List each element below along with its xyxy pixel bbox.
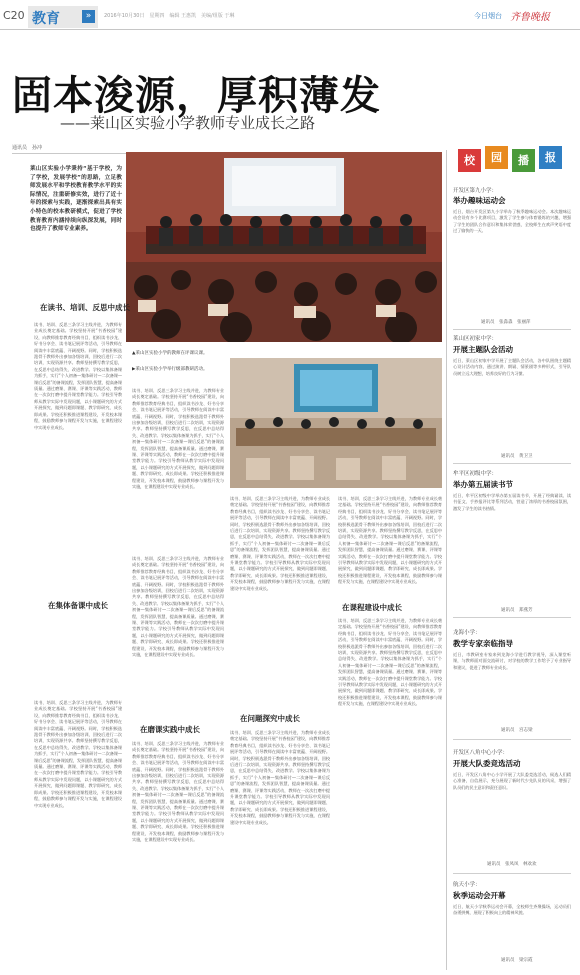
news-item-4-headline: 教学专家亲临指导	[453, 639, 513, 648]
page-number: C20	[3, 9, 25, 22]
tile-bo: 播	[512, 149, 535, 172]
news-item-4-school: 龙海小学：	[453, 630, 481, 636]
section-heading-reading: 在读书、培训、反思中成长	[40, 303, 130, 312]
body-text-col2b: 读书、培训、反思三条学习主线并进，为教师专业成长奠定基础。学校坚持开展“书香校园”建设，向教师推荐教育经典书目，组织读书沙龙、好书分享会、读书笔记展评等活动，引导教师在阅读中丰富底蕴、开阔视野。同时，学校积极选派骨干教师外出参加各级培训，回校后进行二次培训，实现资源共享。教师坚持撰写教学反思，在反思中总结得失、改进教学。学校以集体备课为抓手，实行“个人初备—集体研讨—二次备课—课后反思”的备课流程，发挥团队智慧，提高备课质量。通过磨课、赛课、评课等实践活动，教师在一次次打磨中提升课堂教学能力。学校引导教师从教学实际中发现问题，以小课题研究的方式开展探究，做到问题即课题、教学即研究、成长即成果。学校还积极推进课程建设，开发校本课程，鼓励教师参与课程开发与实施，在课程建设中实现专业成长。	[132, 556, 224, 658]
news-separator-2	[453, 463, 571, 464]
news-item-2-headline: 开展主题队会活动	[453, 345, 513, 354]
article-subtitle: ——莱山区实验小学教师专业成长之路	[60, 114, 316, 132]
article-title: 固本浚源，厚积薄发	[12, 72, 381, 119]
tile-yuan: 园	[485, 146, 508, 169]
section-arrow-icon: »	[82, 10, 95, 23]
news-item-5-text: 近日，开发区八角中心小学开展了大队委竞选活动，候选人们精心准备，自信展示，充分展现了新时代少先队员的风采，增强了队员们的民主意识和责任意识。	[453, 772, 571, 790]
photo-caption-1: ▲莱山区实验小学的教师在评课议课。	[132, 351, 208, 356]
section-banner	[28, 6, 98, 28]
news-separator-1	[453, 329, 571, 330]
tile-xiao: 校	[458, 149, 481, 172]
issue-meta: 2016年10月30日 星期四 编辑 王惠凯 美编/组版 于琳	[104, 13, 235, 19]
news-item-5-school: 开发区八角中心小学：	[453, 750, 509, 756]
news-item-4-byline: 通讯员 宫志梁	[501, 728, 533, 733]
section-heading-curriculum: 在课程建设中成长	[342, 603, 402, 612]
news-separator-5	[453, 873, 571, 874]
news-item-4-text: 近日，市教研室专家来到龙海小学进行教学视导，深入课堂听课，与教师面对面交流研讨，对学校的教学工作给予了专业指导和建议，促进了教师专业成长。	[453, 652, 571, 670]
news-item-5-headline: 开展大队委竞选活动	[453, 759, 521, 768]
body-text-col1b: 读书、培训、反思三条学习主线并进，为教师专业成长奠定基础。学校坚持开展“书香校园”建设，向教师推荐教育经典书目，组织读书沙龙、好书分享会、读书笔记展评等活动，引导教师在阅读中丰富底蕴、开阔视野。同时，学校积极选派骨干教师外出参加各级培训，回校后进行二次培训，实现资源共享。教师坚持撰写教学反思，在反思中总结得失、改进教学。学校以集体备课为抓手，实行“个人初备—集体研讨—二次备课—课后反思”的备课流程，发挥团队智慧，提高备课质量。通过磨课、赛课、评课等实践活动，教师在一次次打磨中提升课堂教学能力。学校引导教师从教学实际中发现问题，以小课题研究的方式开展探究，做到问题即课题、教学即研究、成长即成果。学校还积极推进课程建设，开发校本课程，鼓励教师参与课程开发与实施，在课程建设中实现专业成长。	[34, 700, 122, 808]
news-item-3-text: 近日，牟平区初级中学举办第五届读书节，开展了经典诵读、读书征文、手抄报评比等系列活动，营造了浓厚的书香校园氛围，激发了学生的读书热情。	[453, 493, 571, 511]
body-text-col4b: 读书、培训、反思三条学习主线并进，为教师专业成长奠定基础。学校坚持开展“书香校园”建设，向教师推荐教育经典书目，组织读书沙龙、好书分享会、读书笔记展评等活动，引导教师在阅读中丰富底蕴、开阔视野。同时，学校积极选派骨干教师外出参加各级培训，回校后进行二次培训，实现资源共享。教师坚持撰写教学反思，在反思中总结得失、改进教学。学校以集体备课为抓手，实行“个人初备—集体研讨—二次备课—课后反思”的备课流程，发挥团队智慧，提高备课质量。通过磨课、赛课、评课等实践活动，教师在一次次打磨中提升课堂教学能力。学校引导教师从教学实际中发现问题，以小课题研究的方式开展探究，做到问题即课题、教学即研究、成长即成果。学校还积极推进课程建设，开发校本课程，鼓励教师参与课程开发与实施，在课程建设中实现专业成长。	[338, 618, 442, 707]
news-item-3-school: 牟平区初级中学：	[453, 471, 498, 477]
body-text-col2c: 读书、培训、反思三条学习主线并进，为教师专业成长奠定基础。学校坚持开展“书香校园”建设，向教师推荐教育经典书目，组织读书沙龙、好书分享会、读书笔记展评等活动，引导教师在阅读中丰富底蕴、开阔视野。同时，学校积极选派骨干教师外出参加各级培训，回校后进行二次培训，实现资源共享。教师坚持撰写教学反思，在反思中总结得失、改进教学。学校以集体备课为抓手，实行“个人初备—集体研讨—二次备课—课后反思”的备课流程，发挥团队智慧，提高备课质量。通过磨课、赛课、评课等实践活动，教师在一次次打磨中提升课堂教学能力。学校引导教师从教学实际中发现问题，以小课题研究的方式开展探究，做到问题即课题、教学即研究、成长即成果。学校还积极推进课程建设，开发校本课程，鼓励教师参与课程开发与实施，在课程建设中实现专业成长。	[132, 741, 224, 843]
article-lead: 莱山区实验小学秉持“基于学校，为了学校，发展学校”的思路，立足教师发展水平和学校教育教学水平的实际情况，注重研修实效，进行了近十年的探索与实践，逐渐探索出具有实小特色的校本教研模式，促进了学校教育教育内涵持续向纵深发展，同时也提升了教师专业素养。	[30, 166, 122, 233]
news-item-3-byline: 通讯员 郑燕芳	[501, 608, 533, 613]
news-separator-4	[453, 739, 571, 740]
body-text-col3a: 读书、培训、反思三条学习主线并进，为教师专业成长奠定基础。学校坚持开展“书香校园”建设，向教师推荐教育经典书目，组织读书沙龙、好书分享会、读书笔记展评等活动，引导教师在阅读中丰富底蕴、开阔视野。同时，学校积极选派骨干教师外出参加各级培训，回校后进行二次培训，实现资源共享。教师坚持撰写教学反思，在反思中总结得失、改进教学。学校以集体备课为抓手，实行“个人初备—集体研讨—二次备课—课后反思”的备课流程，发挥团队智慧，提高备课质量。通过磨课、赛课、评课等实践活动，教师在一次次打磨中提升课堂教学能力。学校引导教师从教学实际中发现问题，以小课题研究的方式开展探究，做到问题即课题、教学即研究、成长即成果。学校还积极推进课程建设，开发校本课程，鼓励教师参与课程开发与实施，在课程建设中实现专业成长。	[230, 496, 330, 591]
news-item-6-text: 近日，航天小学秋季运动会开幕，全校师生齐聚操场，运动员们奋勇拼搏，展现了积极向上的精神风貌。	[453, 904, 571, 916]
article-photo-main	[126, 152, 442, 342]
news-separator-3	[453, 617, 571, 618]
article-photo-secondary	[230, 358, 442, 488]
photo-caption-2: ▶莱山区实验小学举行级部教研活动。	[132, 367, 208, 372]
news-item-5-byline: 通讯员 张凤凤 林欢欢	[487, 862, 537, 867]
today-label: 今日烟台	[474, 12, 502, 20]
body-text-col4a: 读书、培训、反思三条学习主线并进，为教师专业成长奠定基础。学校坚持开展“书香校园”建设，向教师推荐教育经典书目，组织读书沙龙、好书分享会、读书笔记展评等活动，引导教师在阅读中丰富底蕴、开阔视野。同时，学校积极选派骨干教师外出参加各级培训，回校后进行二次培训，实现资源共享。教师坚持撰写教学反思，在反思中总结得失、改进教学。学校以集体备课为抓手，实行“个人初备—集体研讨—二次备课—课后反思”的备课流程，发挥团队智慧，提高备课质量。通过磨课、赛课、评课等实践活动，教师在一次次打磨中提升课堂教学能力。学校引导教师从教学实际中发现问题，以小课题研究的方式开展探究，做到问题即课题、教学即研究、成长即成果。学校还积极推进课程建设，开发校本课程，鼓励教师参与课程开发与实施，在课程建设中实现专业成长。	[338, 496, 442, 585]
news-item-1-byline: 通讯员 张淼淼 张丽萍	[481, 320, 531, 325]
news-item-6-school: 航天小学：	[453, 882, 481, 888]
sidebar-divider	[446, 150, 447, 970]
newspaper-brand: 齐鲁晚报	[510, 12, 550, 23]
body-text-col2a: 读书、培训、反思三条学习主线并进，为教师专业成长奠定基础。学校坚持开展“书香校园”建设，向教师推荐教育经典书目，组织读书沙龙、好书分享会、读书笔记展评等活动，引导教师在阅读中丰富底蕴、开阔视野。同时，学校积极选派骨干教师外出参加各级培训，回校后进行二次培训，实现资源共享。教师坚持撰写教学反思，在反思中总结得失、改进教学。学校以集体备课为抓手，实行“个人初备—集体研讨—二次备课—课后反思”的备课流程，发挥团队智慧，提高备课质量。通过磨课、赛课、评课等实践活动，教师在一次次打磨中提升课堂教学能力。学校引导教师从教学实际中发现问题，以小课题研究的方式开展探究，做到问题即课题、教学即研究、成长即成果。学校还积极推进课程建设，开发校本课程，鼓励教师参与课程开发与实施，在课程建设中实现专业成长。	[132, 388, 224, 490]
page-header	[0, 0, 580, 30]
campus-news-sidebar	[451, 143, 574, 971]
news-item-2-text: 近日，莱山区初家中学开展了主题队会活动，各中队围绕主题精心设计活动内容，通过演讲、朗诵、情景剧等多种形式，引导队员树立远大理想，培养良好的行为习惯。	[453, 358, 571, 376]
body-text-col1a: 读书、培训、反思三条学习主线并进，为教师专业成长奠定基础。学校坚持开展“书香校园”建设，向教师推荐教育经典书目，组织读书沙龙、好书分享会、读书笔记展评等活动，引导教师在阅读中丰富底蕴、开阔视野。同时，学校积极选派骨干教师外出参加各级培训，回校后进行二次培训，实现资源共享。教师坚持撰写教学反思，在反思中总结得失、改进教学。学校以集体备课为抓手，实行“个人初备—集体研讨—二次备课—课后反思”的备课流程，发挥团队智慧，提高备课质量。通过磨课、赛课、评课等实践活动，教师在一次次打磨中提升课堂教学能力。学校引导教师从教学实际中发现问题，以小课题研究的方式开展探究，做到问题即课题、教学即研究、成长即成果。学校还积极推进课程建设，开发校本课程，鼓励教师参与课程开发与实施，在课程建设中实现专业成长。	[34, 322, 122, 430]
news-item-3-headline: 举办第五届读书节	[453, 480, 513, 489]
news-item-2-school: 莱山区初家中学：	[453, 336, 498, 342]
section-heading-practice: 在磨课实践中成长	[140, 725, 200, 734]
body-text-col3b: 读书、培训、反思三条学习主线并进，为教师专业成长奠定基础。学校坚持开展“书香校园”建设，向教师推荐教育经典书目，组织读书沙龙、好书分享会、读书笔记展评等活动，引导教师在阅读中丰富底蕴、开阔视野。同时，学校积极选派骨干教师外出参加各级培训，回校后进行二次培训，实现资源共享。教师坚持撰写教学反思，在反思中总结得失、改进教学。学校以集体备课为抓手，实行“个人初备—集体研讨—二次备课—课后反思”的备课流程，发挥团队智慧，提高备课质量。通过磨课、赛课、评课等实践活动，教师在一次次打磨中提升课堂教学能力。学校引导教师从教学实际中发现问题，以小课题研究的方式开展探究，做到问题即课题、教学即研究、成长即成果。学校还积极推进课程建设，开发校本课程，鼓励教师参与课程开发与实施，在课程建设中实现专业成长。	[230, 730, 330, 825]
section-heading-lesson-prep: 在集体备课中成长	[48, 601, 108, 610]
news-item-1-school: 开发区第九小学：	[453, 188, 498, 194]
news-item-1-text: 近日，烟台开发区第九小学举办了秋季趣味运动会。本次趣味运动会设有多个比赛项目，激发了学生参与体育锻炼的兴趣，增强了学生的团队合作意识和集体荣誉感，全校师生在欢声笑语中度过了愉快的一天。	[453, 209, 571, 234]
news-item-6-byline: 通讯员 梁宗霞	[501, 958, 533, 963]
section-title: 教育	[32, 11, 60, 27]
tile-bao: 报	[539, 146, 562, 169]
news-item-2-byline: 通讯员 黄卫卫	[501, 454, 533, 459]
section-heading-inquiry: 在问题探究中成长	[240, 714, 300, 723]
article-reporter: 通讯员 孙冲	[12, 145, 43, 151]
news-item-6-headline: 秋季运动会开幕	[453, 891, 506, 900]
news-item-1-headline: 举办趣味运动会	[453, 196, 506, 205]
